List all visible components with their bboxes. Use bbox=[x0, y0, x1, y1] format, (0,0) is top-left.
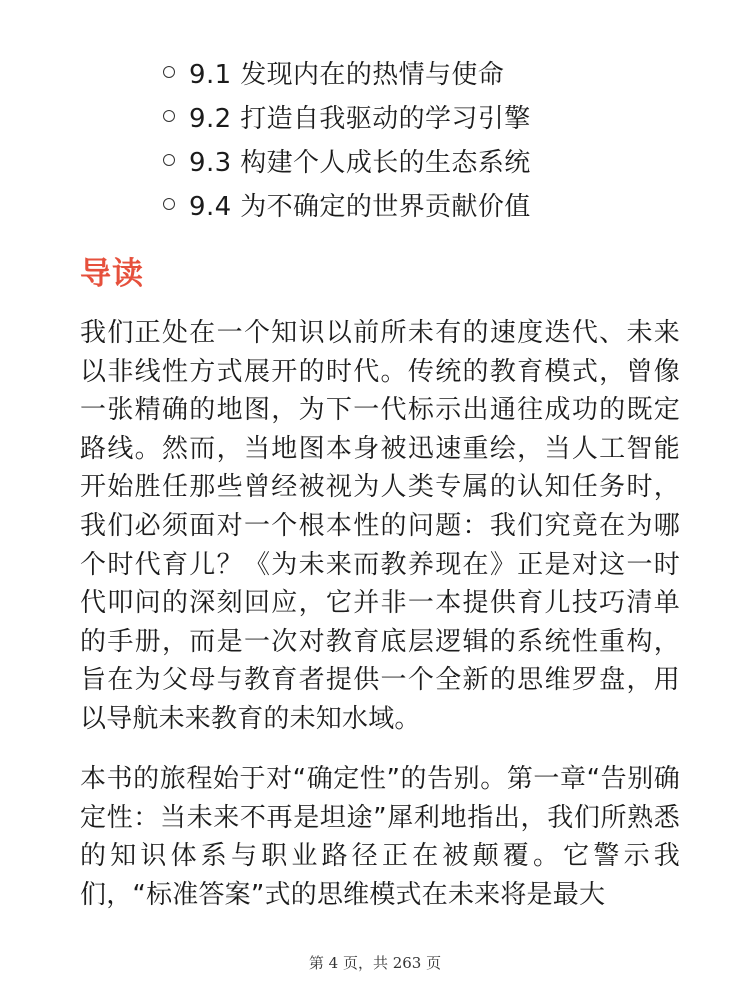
toc-item[interactable] bbox=[163, 138, 531, 182]
toc-item-label: 9.2 打造自我驱动的学习引擎 bbox=[189, 103, 531, 134]
toc-item[interactable] bbox=[163, 182, 531, 226]
toc-item-label: 9.4 为不确定的世界贡献价值 bbox=[189, 191, 531, 222]
circle-bullet-icon bbox=[163, 110, 175, 122]
toc-item[interactable] bbox=[163, 50, 531, 94]
body-paragraph: 我们正处在一个知识以前所未有的速度迭代、未来以非线性方式展开的时代。传统的教育模式，曾像一张精确的地图，为下一代标示出通往成功的既定路线。然而，当地图本身被迅速重绘，当人工智能开始胜任那些曾经被视为人类专属的认知任务时，我们必须面对一个根本性的问题：我们究竟在为哪个时代育儿？《为未来而教养现在》正是对这一时代叩问的深刻回应，它并非一本提供育儿技巧清单的手册，而是一次对教育底层逻辑的系统性重构，旨在为父母与教育者提供一个全新的思维罗盘，用以导航未来教育的未知水域。 bbox=[80, 318, 680, 734]
circle-bullet-icon bbox=[163, 198, 175, 210]
circle-bullet-icon bbox=[163, 66, 175, 78]
table-of-contents bbox=[163, 50, 531, 226]
page-number: 第 4 页，共 263 页 bbox=[308, 954, 442, 972]
toc-item-label: 9.1 发现内在的热情与使命 bbox=[189, 59, 505, 90]
section-heading: 导读 bbox=[80, 256, 144, 292]
circle-bullet-icon bbox=[163, 154, 175, 166]
body-paragraph: 本书的旅程始于对“确定性”的告别。第一章“告别确定性：当未来不再是坦途”犀利地指出，我们所熟悉的知识体系与职业路径正在被颠覆。它警示我们，“标准答案”式的思维模式在未来将是最大 bbox=[80, 764, 680, 910]
toc-item[interactable] bbox=[163, 94, 531, 138]
toc-item-label: 9.3 构建个人成长的生态系统 bbox=[189, 147, 531, 178]
